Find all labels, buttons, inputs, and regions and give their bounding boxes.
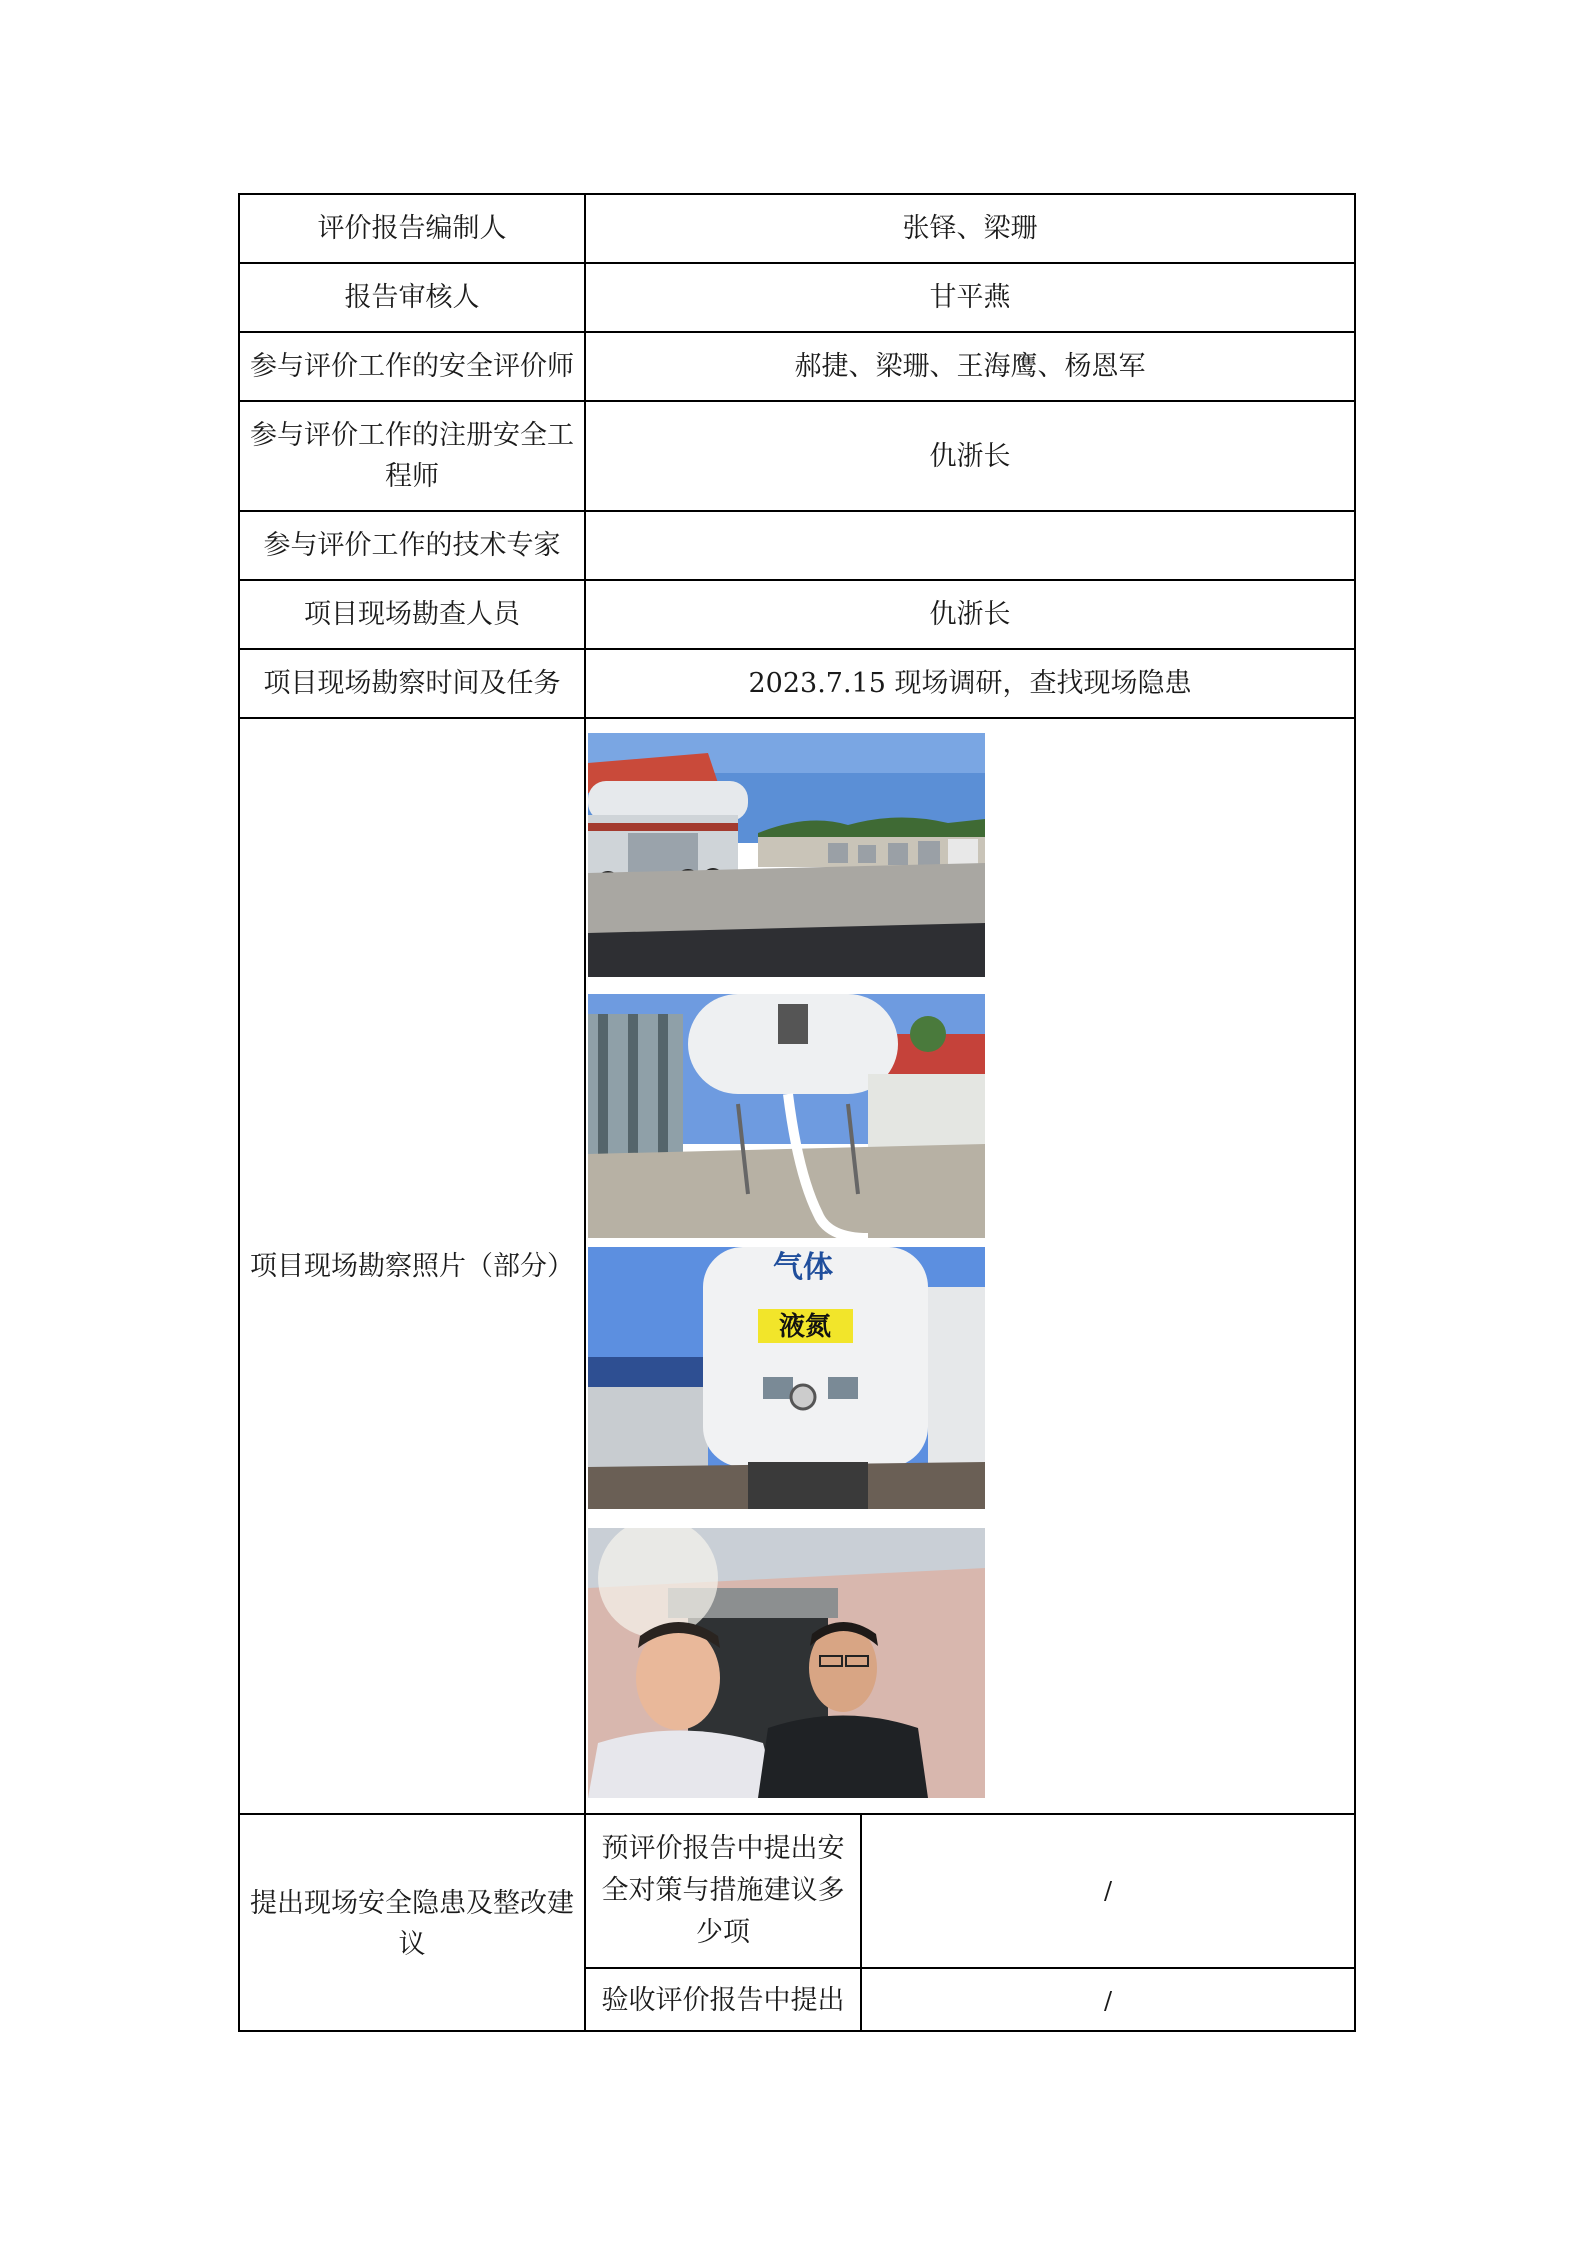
table-row (240, 512, 1354, 581)
row-label: 评价报告编制人 (240, 195, 586, 262)
row-label: 参与评价工作的安全评价师 (240, 333, 586, 400)
hazards-label: 提出现场安全隐患及整改建议 (240, 1815, 586, 2032)
row-value: 仇浙长 (929, 440, 1011, 472)
table-row (240, 581, 1354, 650)
table-row (240, 264, 1354, 333)
hazard-item-label: 预评价报告中提出安全对策与措施建议多少项 (586, 1815, 862, 1967)
site-photo-trailers (588, 733, 985, 977)
report-table (238, 193, 1356, 2032)
hazard-item-value: / (1103, 1986, 1113, 2015)
hazard-item (586, 1969, 1354, 2032)
row-value: 甘平燕 (929, 282, 1011, 313)
row-value: 郝捷、梁珊、王海鹰、杨恩军 (794, 351, 1146, 382)
table-row (240, 333, 1354, 402)
row-value: 仇浙长 (929, 599, 1011, 630)
tank-text-ln2: 液氮 (778, 1312, 832, 1342)
hazard-item-value: / (1103, 1877, 1113, 1905)
tank-text-gas: 气体 (773, 1250, 833, 1285)
site-photo-inspectors (588, 1528, 985, 1798)
site-photo-ln2-tank (588, 1247, 985, 1509)
photos-row (240, 719, 1354, 1815)
row-value (586, 512, 1354, 579)
table-row (240, 195, 1354, 264)
photos-label: 项目现场勘察照片（部分） (240, 719, 586, 1813)
row-value: 张铎、梁珊 (902, 213, 1038, 244)
hazard-item (586, 1815, 1354, 1969)
site-photo-tank-hose (588, 994, 985, 1238)
hazard-item-label: 验收评价报告中提出 (586, 1969, 862, 2032)
row-value: 2023.7.15 现场调研，查找现场隐患 (748, 668, 1192, 699)
table-row (240, 402, 1354, 512)
row-label: 报告审核人 (240, 264, 586, 331)
row-label: 项目现场勘查人员 (240, 581, 586, 648)
row-label: 参与评价工作的技术专家 (240, 512, 586, 579)
row-label: 参与评价工作的注册安全工程师 (240, 402, 586, 510)
hazards-row (240, 1815, 1354, 2032)
table-row (240, 650, 1354, 719)
row-label: 项目现场勘察时间及任务 (240, 650, 586, 717)
